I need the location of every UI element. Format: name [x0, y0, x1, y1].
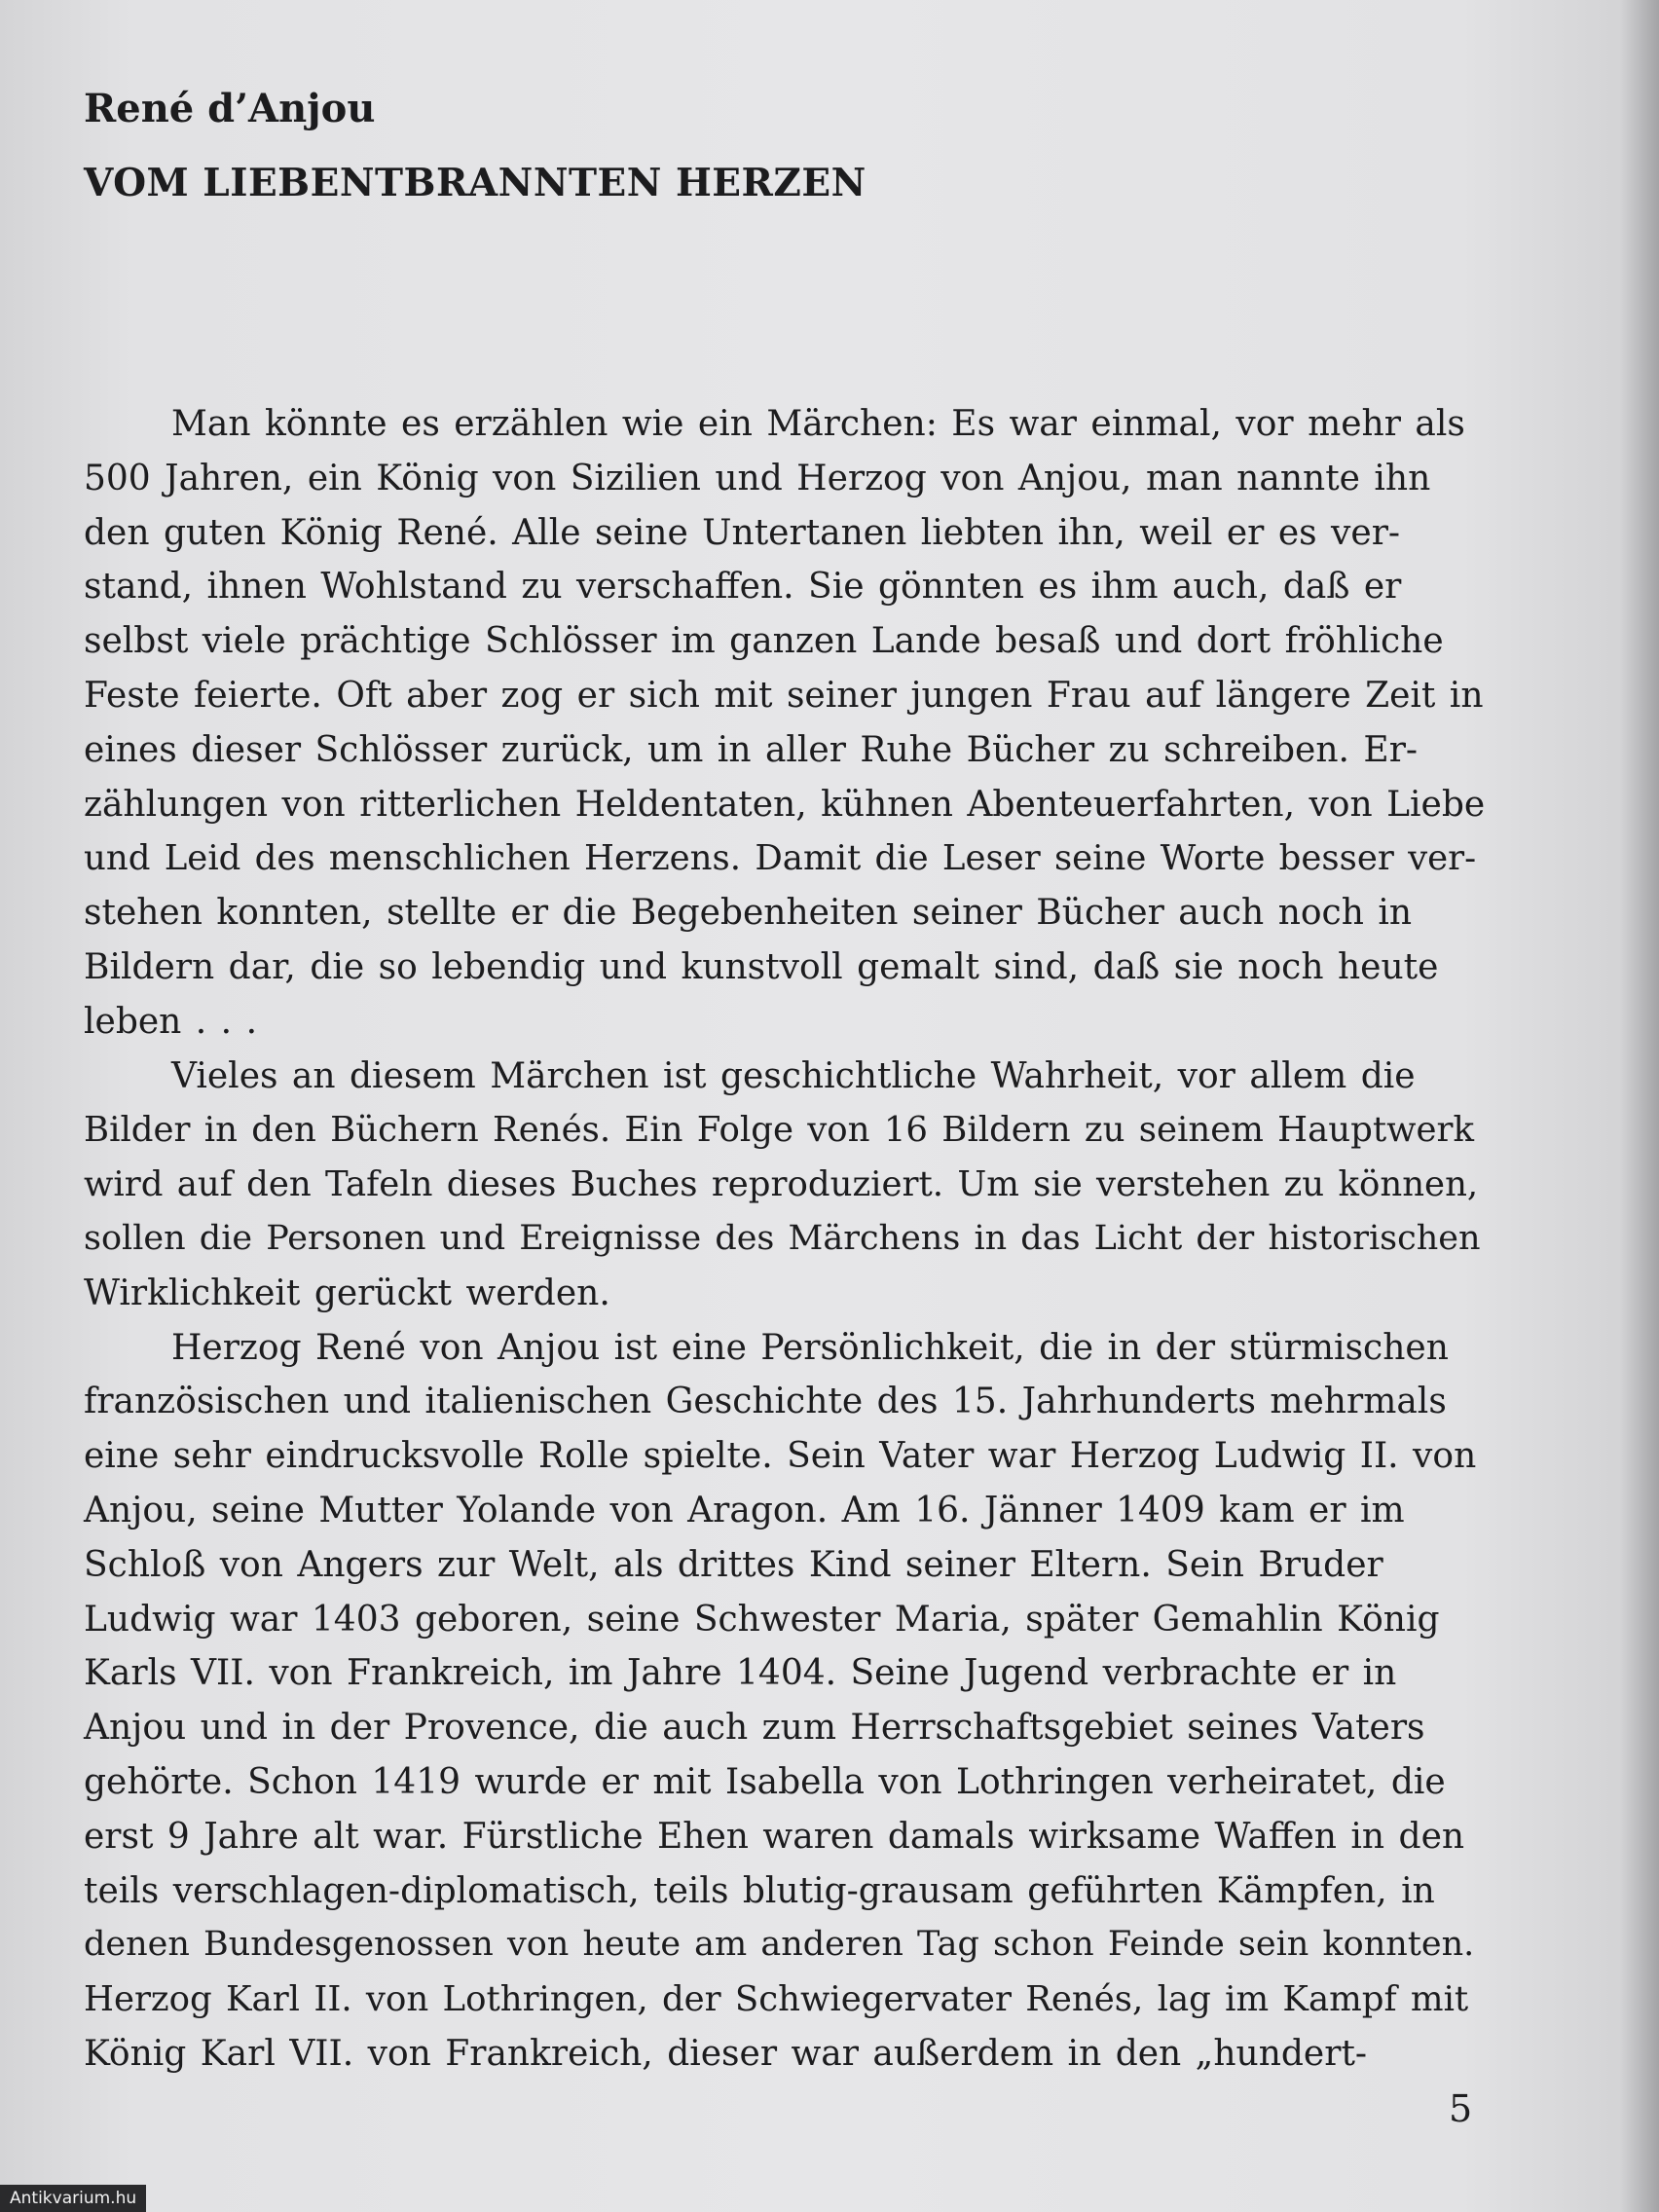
text-line: leben . . . — [84, 1001, 258, 1042]
body-text — [84, 397, 1486, 2082]
text-line: Herzog Karl II. von Lothringen, der Schwiegervater Renés, lag im Kampf mit — [84, 1979, 1469, 2020]
text-line: und Leid des menschlichen Herzens. Damit die Leser seine Worte besser ver- — [84, 838, 1477, 879]
page-number: 5 — [1449, 2087, 1473, 2130]
text-line: Feste feierte. Oft aber zog er sich mit seiner jungen Frau auf längere Zeit in — [84, 675, 1484, 716]
text-line: Anjou und in der Provence, die auch zum Herrschaftsgebiet seines Vaters — [84, 1708, 1425, 1749]
text-line: erst 9 Jahre alt war. Fürstliche Ehen waren damals wirksame Waffen in den — [84, 1816, 1465, 1857]
text-line: eines dieser Schlösser zurück, um in aller Ruhe Bücher zu schreiben. Er- — [84, 729, 1419, 770]
text-line: sollen die Personen und Ereignisse des Märchens in das Licht der historischen — [84, 1218, 1481, 1258]
text-line: wird auf den Tafeln dieses Buches reproduziert. Um sie verstehen zu können, — [84, 1164, 1479, 1205]
text-line: Herzog René von Anjou ist eine Persönlichkeit, die in der stürmischen — [171, 1327, 1449, 1368]
text-line: 500 Jahren, ein König von Sizilien und Herzog von Anjou, man nannte ihn — [84, 458, 1431, 498]
text-line: eine sehr eindrucksvolle Rolle spielte. Sein Vater war Herzog Ludwig II. von — [84, 1436, 1477, 1477]
watermark-label: Antikvarium.hu — [0, 2185, 146, 2212]
text-line: Vieles an diesem Märchen ist geschichtliche Wahrheit, vor allem die — [171, 1055, 1416, 1096]
text-line: französischen und italienischen Geschichte des 15. Jahrhunderts mehrmals — [84, 1382, 1447, 1422]
text-line: König Karl VII. von Frankreich, dieser war außerdem in den „hundert- — [84, 2033, 1368, 2074]
text-line: Wirklichkeit gerückt werden. — [84, 1272, 610, 1313]
text-line: den guten König René. Alle seine Untertanen liebten ihn, weil er es ver- — [84, 512, 1401, 553]
text-line: gehörte. Schon 1419 wurde er mit Isabella von Lothringen verheiratet, die — [84, 1761, 1446, 1802]
text-line: zählungen von ritterlichen Heldentaten, kühnen Abenteuerfahrten, von Liebe — [84, 784, 1486, 825]
text-line: selbst viele prächtige Schlösser im ganzen Lande besaß und dort fröhliche — [84, 621, 1444, 662]
text-line: Man könnte es erzählen wie ein Märchen: Es war einmal, vor mehr als — [171, 404, 1465, 444]
page-spine-shadow — [1620, 0, 1659, 2212]
text-line: teils verschlagen-diplomatisch, teils blutig-grausam geführten Kämpfen, in — [84, 1870, 1435, 1911]
author-heading: René d’Anjou — [84, 86, 376, 131]
text-line: Bilder in den Büchern Renés. Ein Folge von 16 Bildern zu seinem Hauptwerk — [84, 1110, 1475, 1151]
text-line: Bildern dar, die so lebendig und kunstvoll gemalt sind, daß sie noch heute — [84, 946, 1439, 987]
text-line: Schloß von Angers zur Welt, als drittes Kind seiner Eltern. Sein Bruder — [84, 1544, 1383, 1585]
text-line: stand, ihnen Wohlstand zu verschaffen. Sie gönnten es ihm auch, daß er — [84, 567, 1402, 608]
text-line: stehen konnten, stellte er die Begebenheiten seiner Bücher auch noch in — [84, 893, 1413, 934]
chapter-title: VOM LIEBENTBRANNTEN HERZEN — [84, 161, 866, 205]
text-line: Karls VII. von Frankreich, im Jahre 1404. Seine Jugend verbrachte er in — [84, 1653, 1397, 1694]
text-line: Ludwig war 1403 geboren, seine Schwester Maria, später Gemahlin König — [84, 1599, 1440, 1640]
text-line: denen Bundesgenossen von heute am anderen Tag schon Feinde sein konnten. — [84, 1925, 1475, 1965]
text-line: Anjou, seine Mutter Yolande von Aragon. Am 16. Jänner 1409 kam er im — [84, 1490, 1405, 1530]
